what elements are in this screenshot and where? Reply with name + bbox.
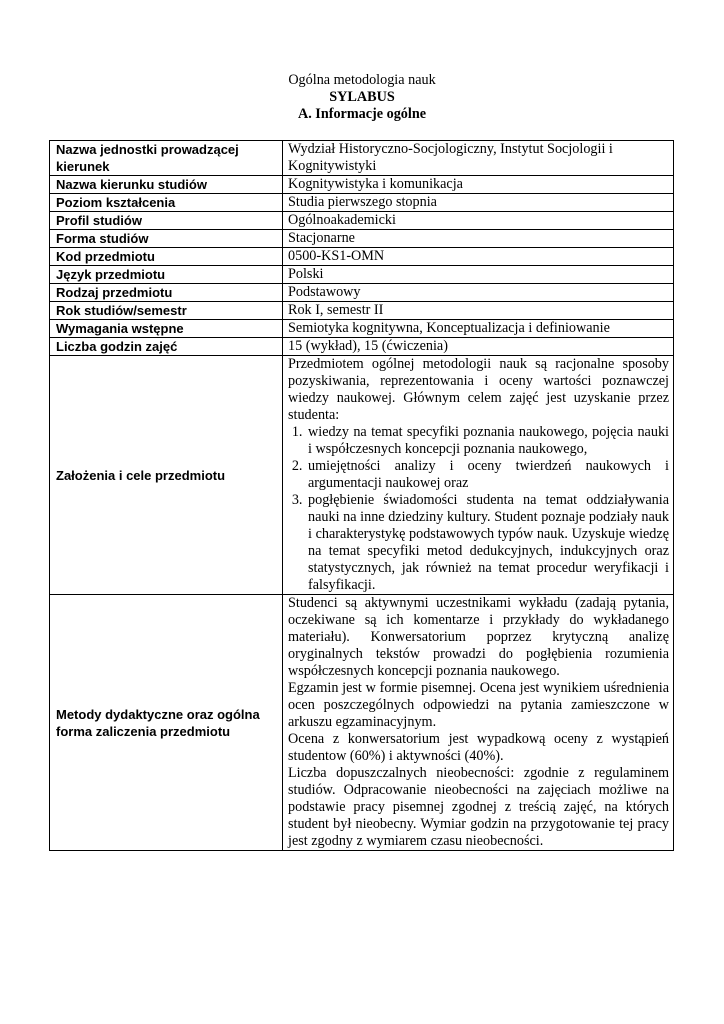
row-value: Stacjonarne — [283, 230, 674, 248]
table-row — [50, 230, 674, 248]
goals-content — [283, 356, 674, 595]
row-value: Rok I, semestr II — [283, 302, 674, 320]
table-row — [50, 338, 674, 356]
row-label: Nazwa jednostki prowadzącej kierunek — [50, 141, 283, 176]
row-label: Poziom kształcenia — [50, 194, 283, 212]
row-value: Wydział Historyczno-Socjologiczny, Instytut Socjologii i Kognitywistyki — [283, 141, 674, 176]
row-label: Rok studiów/semestr — [50, 302, 283, 320]
methods-paragraph: Ocena z konwersatorium jest wypadkową oceny z wystąpień studentow (60%) i aktywności (40%). — [288, 731, 669, 764]
row-value: 0500-KS1-OMN — [283, 248, 674, 266]
table-row — [50, 141, 674, 176]
course-title: Ogólna metodologia nauk — [288, 72, 436, 88]
row-value: Ogólnoakademicki — [283, 212, 674, 230]
row-label: Profil studiów — [50, 212, 283, 230]
row-value: 15 (wykład), 15 (ćwiczenia) — [283, 338, 674, 356]
methods-paragraph: Liczba dopuszczalnych nieobecności: zgodnie z regulaminem studiów. Odpracowanie nieobecności na zajęciach możliwe na podstawie pracy pisemnej zgodnej z treścią zajęć, na których student był nieobecny. Wymiar godzin na przygotowanie tej pracy jest zgodny z wymiarem czasu nieobecności. — [288, 765, 669, 849]
row-value: Podstawowy — [283, 284, 674, 302]
table-row — [50, 194, 674, 212]
row-value: Semiotyka kognitywna, Konceptualizacja i definiowanie — [283, 320, 674, 338]
row-label: Liczba godzin zajęć — [50, 338, 283, 356]
methods-paragraph: Egzamin jest w formie pisemnej. Ocena jest wynikiem uśrednienia ocen poszczególnych odpowiedzi na pytania zamieszczone w arkuszu egzaminacyjnym. — [288, 680, 669, 730]
table-row — [50, 248, 674, 266]
document-type: SYLABUS — [329, 89, 395, 105]
list-item: 3. pogłębienie świadomości studenta na temat oddziaływania nauki na inne dziedziny kultury. Student poznaje podziały nauk i charakterystykę podstawowych typów nauk. Uzyskuje wiedzę na temat specyfiki metod dedukcyjnych, indukcyjnych oraz statystycznych, jak również na temat procedur weryfikacji i falsyfikacji. — [306, 492, 669, 594]
row-label: Kod przedmiotu — [50, 248, 283, 266]
row-value: Polski — [283, 266, 674, 284]
row-label: Wymagania wstępne — [50, 320, 283, 338]
document-header — [0, 72, 724, 123]
methods-row — [50, 595, 674, 851]
table-row — [50, 176, 674, 194]
row-label: Nazwa kierunku studiów — [50, 176, 283, 194]
list-item: 2. umiejętności analizy i oceny twierdzeń naukowych i argumentacji naukowej oraz — [306, 458, 669, 492]
section-title: A. Informacje ogólne — [297, 106, 427, 122]
row-label: Forma studiów — [50, 230, 283, 248]
goals-intro: Przedmiotem ogólnej metodologii nauk są racjonalne sposoby pozyskiwania, reprezentowania i oceny wartości poznawczej wiedzy naukowej. Głównym celem zajęć jest uzyskanie przez studenta: — [288, 356, 669, 423]
row-value: Studia pierwszego stopnia — [283, 194, 674, 212]
syllabus-table — [49, 140, 674, 851]
row-value: Kognitywistyka i komunikacja — [283, 176, 674, 194]
row-label: Język przedmiotu — [50, 266, 283, 284]
goals-list — [288, 424, 669, 594]
row-label: Rodzaj przedmiotu — [50, 284, 283, 302]
goals-row — [50, 356, 674, 595]
table-row — [50, 212, 674, 230]
table-row — [50, 266, 674, 284]
table-row — [50, 320, 674, 338]
goals-label: Założenia i cele przedmiotu — [50, 356, 283, 595]
methods-paragraph: Studenci są aktywnymi uczestnikami wykładu (zadają pytania, oczekiwane są ich komentarze i przykłady do wykładanego materiału). Konwersatorium poprzez krytyczną analizę oryginalnych tekstów prowadzi do pogłębienia rozumienia współczesnych koncepcji poznania naukowego. — [288, 595, 669, 679]
table-row — [50, 284, 674, 302]
methods-label: Metody dydaktyczne oraz ogólna forma zaliczenia przedmiotu — [50, 595, 283, 851]
table-row — [50, 302, 674, 320]
methods-content — [283, 595, 674, 851]
list-item: 1. wiedzy na temat specyfiki poznania naukowego, pojęcia nauki i współczesnych koncepcji poznania naukowego, — [306, 424, 669, 458]
